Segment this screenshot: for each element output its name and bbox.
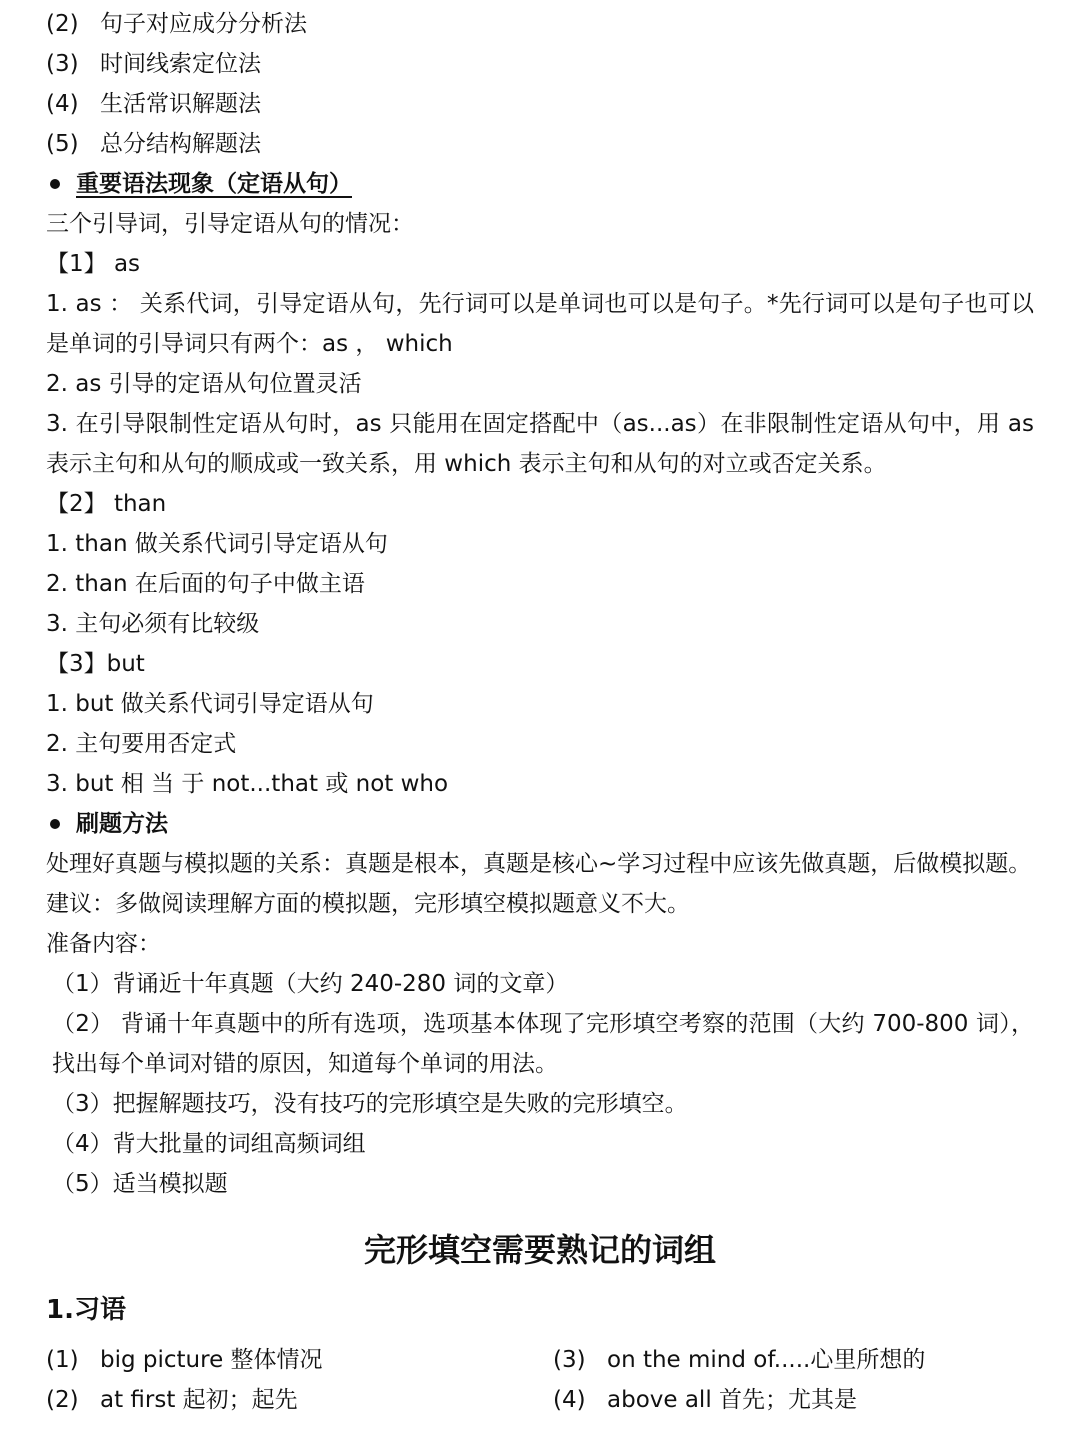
grammar-heading-text: 重要语法现象（定语从句） xyxy=(76,171,352,197)
as-point-2: 2. as 引导的定语从句位置灵活 xyxy=(46,371,362,397)
idiom-item xyxy=(46,1340,553,1380)
prep-item: （1）背诵近十年真题（大约 240-280 词的文章） xyxy=(52,971,569,997)
but-point-2: 2. 主句要用否定式 xyxy=(46,731,237,757)
practice-para-1: 处理好真题与模拟题的关系：真题是根本，真题是核心~学习过程中应该先做真题，后做模拟题。 xyxy=(46,851,1032,877)
bullet-icon xyxy=(50,179,60,189)
item-number: (1) xyxy=(46,1347,79,1373)
item-text: 生活常识解题法 xyxy=(100,91,261,117)
item-number: (3) xyxy=(553,1347,586,1373)
item-number: (4) xyxy=(553,1387,586,1413)
item-number: (2) xyxy=(46,1387,79,1413)
item-text: on the mind of.....心里所想的 xyxy=(607,1347,926,1373)
practice-para-2: 建议：多做阅读理解方面的模拟题，完形填空模拟题意义不大。 xyxy=(46,891,690,917)
as-point-1: 1. as ： 关系代词，引导定语从句，先行词可以是单词也可以是句子。*先行词可以是句子也可以是单词的引导词只有两个：as ， which xyxy=(46,291,1034,357)
item-text: 总分结构解题法 xyxy=(100,131,261,157)
idiom-item xyxy=(46,1380,553,1420)
practice-para-3: 准备内容： xyxy=(46,931,161,957)
than-point-2: 2. than 在后面的句子中做主语 xyxy=(46,571,365,597)
document-page xyxy=(0,4,1080,1444)
grammar-intro: 三个引导词，引导定语从句的情况： xyxy=(46,211,414,237)
prep-item: （3）把握解题技巧，没有技巧的完形填空是失败的完形填空。 xyxy=(52,1091,688,1117)
than-point-1: 1. than 做关系代词引导定语从句 xyxy=(46,531,388,557)
section-title: 完形填空需要熟记的词组 xyxy=(363,1231,716,1269)
practice-heading-text: 刷题方法 xyxy=(76,811,168,837)
but-label: 【3】but xyxy=(46,651,145,677)
than-label: 【2】 than xyxy=(46,491,167,517)
subsection-title: 1.习语 xyxy=(46,1295,126,1325)
item-text: big picture 整体情况 xyxy=(100,1347,323,1373)
item-text: 时间线索定位法 xyxy=(100,51,261,77)
item-text: above all 首先；尤其是 xyxy=(607,1387,858,1413)
item-text: at first 起初；起先 xyxy=(100,1387,298,1413)
practice-heading xyxy=(46,804,1034,844)
method-item xyxy=(46,124,1034,164)
item-number: (4) xyxy=(46,91,79,117)
item-number: (3) xyxy=(46,51,79,77)
idiom-item xyxy=(553,1340,1034,1380)
prep-item: （2） 背诵十年真题中的所有选项，选项基本体现了完形填空考察的范围（大约 700-800 词），找出每个单词对错的原因，知道每个单词的用法。 xyxy=(52,1011,1034,1077)
method-item xyxy=(46,4,1034,44)
method-item xyxy=(46,44,1034,84)
than-point-3: 3. 主句必须有比较级 xyxy=(46,611,260,637)
as-label: 【1】 as xyxy=(46,251,141,277)
bullet-icon xyxy=(50,819,60,829)
item-number: (5) xyxy=(46,131,79,157)
prep-item: （4）背大批量的词组高频词组 xyxy=(52,1131,366,1157)
but-point-3: 3. but 相 当 于 not...that 或 not who xyxy=(46,771,449,797)
as-point-3: 3. 在引导限制性定语从句时，as 只能用在固定搭配中（as...as）在非限制性定语从句中，用 as 表示主句和从句的顺成或一致关系，用 which 表示主句和从句的对立或否定关系。 xyxy=(46,411,1034,477)
idiom-item xyxy=(553,1380,1034,1420)
grammar-heading xyxy=(46,164,1034,204)
item-text: 句子对应成分分析法 xyxy=(100,11,307,37)
idiom-list xyxy=(46,1340,1034,1420)
but-point-1: 1. but 做关系代词引导定语从句 xyxy=(46,691,374,717)
item-number: (2) xyxy=(46,11,79,37)
prep-item: （5）适当模拟题 xyxy=(52,1171,228,1197)
method-item xyxy=(46,84,1034,124)
